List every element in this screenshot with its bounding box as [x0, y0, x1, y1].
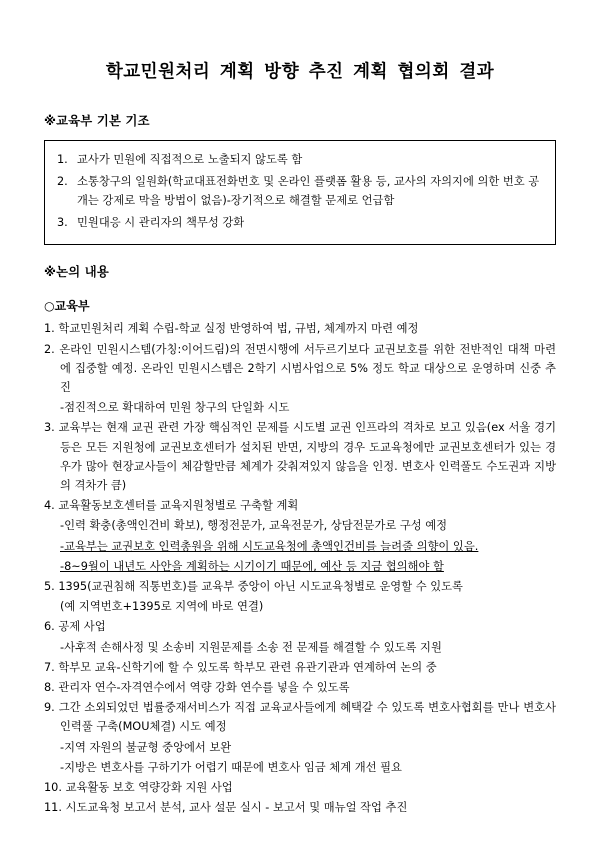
list-item-sub: -8~9월이 내년도 사안을 계획하는 시기이기 때문에, 예산 등 지금 협의해야 함	[60, 559, 444, 573]
list-item	[44, 340, 556, 398]
list-item-text: 민원대응 시 관리자의 책무성 강화	[77, 215, 245, 229]
basic-policy-box	[44, 140, 556, 245]
list-item-number: 7.	[44, 660, 59, 674]
list-item	[44, 418, 556, 495]
list-item	[44, 319, 556, 338]
list-item-number: 6.	[44, 620, 59, 634]
list-item	[44, 658, 556, 677]
list-item-text: 학교민원처리 계획 수립-학교 실정 반영하여 법, 규범, 체계까지 마련 예정	[58, 322, 419, 336]
list-item-number: 8.	[44, 681, 59, 695]
list-item-number: 3.	[44, 421, 59, 435]
list-item-sub: -지방은 변호사를 구하기가 어렵기 때문에 변호사 임금 체계 개선 필요	[60, 760, 402, 774]
list-item-text: 교육활동보호센터를 교육지원청별로 구축할 계획	[58, 499, 299, 513]
basic-policy-list	[57, 150, 543, 232]
list-item-number: 1.	[44, 322, 59, 336]
list-item-number: 1.	[57, 153, 68, 167]
list-item	[44, 577, 556, 596]
list-item	[57, 172, 543, 211]
list-item	[44, 617, 556, 636]
list-item	[44, 798, 556, 817]
list-item-text: 온라인 민원시스템(가칭:이어드림)의 전면시행에 서두르기보다 교권보호를 위한 전반적인 대책 마련에 집중할 예정. 온라인 민원시스템은 2학기 시범사업으로 5% 정도 학교 대상으로 운영하며 신중 추진	[59, 342, 556, 395]
list-item-sub: -사후적 손해사정 및 소송비 지원문제를 소송 전 문제를 해결할 수 있도록 지원	[60, 640, 442, 654]
list-item-sub: -지역 자원의 불균형 중앙에서 보완	[60, 740, 232, 754]
page-title: 학교민원처리 계획 방향 추진 계획 협의회 결과	[105, 62, 495, 82]
list-item-number: 10.	[44, 781, 66, 795]
list-item	[44, 778, 556, 797]
list-item-text: 교육활동 보호 역량강화 지원 사업	[65, 781, 233, 795]
list-item-number: 9.	[44, 701, 59, 715]
list-item-text: 교육부는 현재 교권 관련 가장 핵심적인 문제를 시도별 교권 인프라의 격차로 보고 있음(ex 서울 경기 등은 모든 지원청에 교권보호센터가 설치된 반면, 지방의 경우 도교육청에만 교권보호센터가 있는 경우가 많아 현장교사들이 체감할만큼 체계가 갖춰져있지 않음을 인정. 변호사 인력풀도 수도권과 지방의 격차가 큼)	[58, 421, 556, 493]
list-item-sub: -인력 확충(총액인건비 확보), 행정전문가, 교육전문가, 상담전문가로 구성 예정	[60, 519, 448, 533]
list-item-number: 4.	[44, 499, 59, 513]
list-item-sub: (예 지역번호+1395로 지역에 바로 연결)	[60, 600, 264, 614]
list-item-text: 교사가 민원에 직접적으로 노출되지 않도록 함	[77, 153, 303, 167]
list-item-text: 공제 사업	[58, 620, 106, 634]
list-item	[57, 150, 543, 169]
list-item-number: 2.	[44, 342, 60, 356]
section-heading-basic-policy: ※교육부 기본 기조	[44, 114, 150, 129]
list-item	[44, 496, 556, 515]
section-heading-discussion: ※논의 내용	[44, 264, 109, 279]
list-item-number: 11.	[44, 801, 66, 815]
list-item	[44, 698, 556, 736]
list-item-text: 그간 소외되었던 법률중재서비스가 직접 교육교사들에게 혜택갈 수 있도록 변호사협회를 만나 변호사 인력풀 구축(MOU체결) 시도 예정	[58, 701, 556, 734]
list-item-sub: -교육부는 교권보호 인력총원을 위해 시도교육청에 총액인건비를 늘려줄 의향이 있음.	[60, 539, 479, 553]
list-item-number: 3.	[57, 215, 68, 229]
subheading-ministry: ○교육부	[44, 298, 90, 313]
list-item-text: 학부모 교육-신학기에 할 수 있도록 학부모 관련 유관기관과 연계하여 논의 중	[58, 660, 437, 674]
list-item-text: 시도교육청 보고서 분석, 교사 설문 실시 - 보고서 및 매뉴얼 작업 추진	[65, 801, 408, 815]
list-item-text: 소통창구의 일원화(학교대표전화번호 및 온라인 플랫폼 활용 등, 교사의 자의지에 의한 번호 공개는 강제로 막을 방법이 없음)-장기적으로 해결할 문제로 언급함	[77, 174, 540, 208]
list-item	[57, 213, 543, 232]
list-item-text: 관리자 연수-자격연수에서 역량 강화 연수를 넣을 수 있도록	[58, 681, 350, 695]
list-item-number: 2.	[57, 174, 68, 188]
list-item-number: 5.	[44, 580, 59, 594]
discussion-list	[44, 319, 556, 817]
list-item	[44, 678, 556, 697]
list-item-text: 1395(교권침해 직통번호)를 교육부 중앙이 아닌 시도교육청별로 운영할 수 있도록	[58, 580, 463, 594]
list-item-sub: -점진적으로 확대하여 민원 창구의 단일화 시도	[60, 401, 290, 415]
